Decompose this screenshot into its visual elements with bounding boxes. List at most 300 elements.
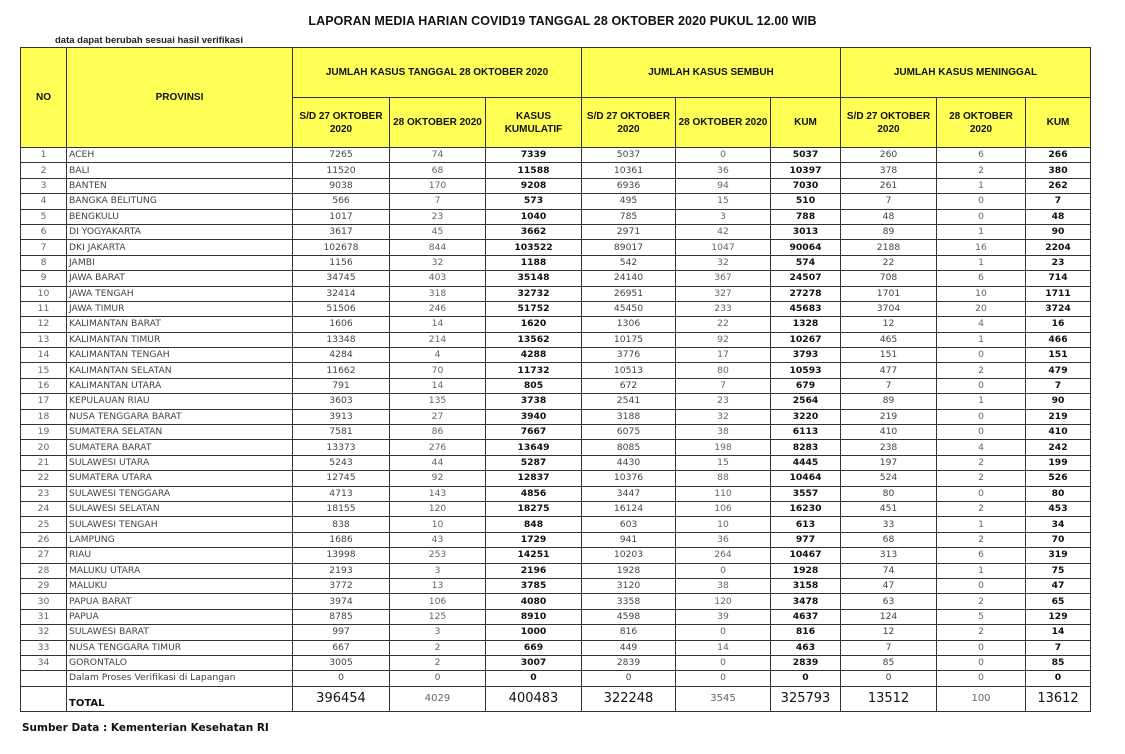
row-value: 3447 — [582, 486, 676, 501]
row-value: 10203 — [582, 548, 676, 563]
row-provinsi: KALIMANTAN TENGAH — [67, 348, 293, 363]
row-value: 0 — [1026, 671, 1091, 686]
row-value: 7 — [841, 378, 937, 393]
row-value: 198 — [676, 440, 771, 455]
row-value: 667 — [293, 640, 390, 655]
row-value: 1306 — [582, 317, 676, 332]
row-value: 32 — [676, 409, 771, 424]
row-value: 10361 — [582, 163, 676, 178]
row-value: 27 — [390, 409, 486, 424]
total-value: 13512 — [841, 686, 937, 711]
row-value: 816 — [582, 625, 676, 640]
row-no: 6 — [21, 224, 67, 239]
table-row — [21, 178, 1091, 193]
row-value: 74 — [390, 148, 486, 163]
table-row — [21, 640, 1091, 655]
row-value: 5 — [937, 609, 1026, 624]
row-provinsi: KEPULAUAN RIAU — [67, 394, 293, 409]
row-value: 129 — [1026, 609, 1091, 624]
row-value: 10 — [676, 517, 771, 532]
row-value: 1620 — [486, 317, 582, 332]
row-value: 23 — [390, 209, 486, 224]
row-value: 0 — [937, 348, 1026, 363]
row-value: 4 — [390, 348, 486, 363]
row-value: 816 — [771, 625, 841, 640]
row-value: 3013 — [771, 224, 841, 239]
row-value: 0 — [676, 148, 771, 163]
row-value: 941 — [582, 532, 676, 547]
row-value: 403 — [390, 271, 486, 286]
row-value: 199 — [1026, 455, 1091, 470]
header-sembuh-sd27: S/D 27 OKTOBER 2020 — [582, 98, 676, 148]
row-value: 0 — [937, 194, 1026, 209]
row-value: 16230 — [771, 501, 841, 516]
row-value: 8910 — [486, 609, 582, 624]
row-value: 3158 — [771, 578, 841, 593]
row-provinsi: DI YOGYAKARTA — [67, 224, 293, 239]
row-value: 36 — [676, 163, 771, 178]
row-value: 3188 — [582, 409, 676, 424]
table-row — [21, 301, 1091, 316]
row-value: 7 — [841, 640, 937, 655]
row-value: 1928 — [582, 563, 676, 578]
row-value: 465 — [841, 332, 937, 347]
row-value: 253 — [390, 548, 486, 563]
table-row — [21, 578, 1091, 593]
row-value: 708 — [841, 271, 937, 286]
row-value: 125 — [390, 609, 486, 624]
row-value: 70 — [390, 363, 486, 378]
row-value: 92 — [676, 332, 771, 347]
row-value: 44 — [390, 455, 486, 470]
row-value: 449 — [582, 640, 676, 655]
row-value: 1000 — [486, 625, 582, 640]
row-provinsi: MALUKU — [67, 578, 293, 593]
row-value: 3940 — [486, 409, 582, 424]
row-value: 2839 — [582, 655, 676, 670]
row-value: 7 — [1026, 378, 1091, 393]
table-row — [21, 655, 1091, 670]
row-no: 13 — [21, 332, 67, 347]
row-value: 80 — [1026, 486, 1091, 501]
row-value: 0 — [486, 671, 582, 686]
row-value: 0 — [771, 671, 841, 686]
row-value: 75 — [1026, 563, 1091, 578]
row-value: 613 — [771, 517, 841, 532]
table-row — [21, 563, 1091, 578]
row-value: 1 — [937, 224, 1026, 239]
row-value: 6 — [937, 148, 1026, 163]
row-value: 9038 — [293, 178, 390, 193]
header-provinsi: PROVINSI — [67, 48, 293, 148]
header-kasus-kumulatif: KASUS KUMULATIF — [486, 98, 582, 148]
row-value: 0 — [937, 640, 1026, 655]
row-value: 410 — [1026, 425, 1091, 440]
row-value: 4445 — [771, 455, 841, 470]
table-row — [21, 332, 1091, 347]
total-value: 322248 — [582, 686, 676, 711]
table-row — [21, 609, 1091, 624]
covid-report-table — [20, 47, 1091, 712]
row-value: 1047 — [676, 240, 771, 255]
table-row — [21, 240, 1091, 255]
row-value: 45 — [390, 224, 486, 239]
header-meninggal-kum: KUM — [1026, 98, 1091, 148]
row-value: 10593 — [771, 363, 841, 378]
row-value: 1017 — [293, 209, 390, 224]
row-value: 378 — [841, 163, 937, 178]
row-value: 5037 — [771, 148, 841, 163]
row-value: 14 — [1026, 625, 1091, 640]
row-value: 151 — [841, 348, 937, 363]
row-value: 48 — [1026, 209, 1091, 224]
row-value: 262 — [1026, 178, 1091, 193]
row-provinsi: RIAU — [67, 548, 293, 563]
row-value: 238 — [841, 440, 937, 455]
row-value: 0 — [937, 378, 1026, 393]
row-value: 318 — [390, 286, 486, 301]
row-value: 2204 — [1026, 240, 1091, 255]
row-value: 4637 — [771, 609, 841, 624]
row-provinsi: KALIMANTAN UTARA — [67, 378, 293, 393]
row-value: 574 — [771, 255, 841, 270]
row-value: 14 — [390, 317, 486, 332]
row-value: 38 — [676, 578, 771, 593]
table-row — [21, 471, 1091, 486]
row-provinsi: KALIMANTAN TIMUR — [67, 332, 293, 347]
row-value: 170 — [390, 178, 486, 193]
row-provinsi: PAPUA — [67, 609, 293, 624]
row-value: 16 — [937, 240, 1026, 255]
row-value: 39 — [676, 609, 771, 624]
row-value: 2 — [390, 640, 486, 655]
row-provinsi: BANTEN — [67, 178, 293, 193]
row-value: 7581 — [293, 425, 390, 440]
row-value: 12837 — [486, 471, 582, 486]
row-provinsi: JAWA TENGAH — [67, 286, 293, 301]
row-no: 25 — [21, 517, 67, 532]
row-value: 85 — [841, 655, 937, 670]
row-value: 9208 — [486, 178, 582, 193]
row-value: 10 — [390, 517, 486, 532]
row-value: 90064 — [771, 240, 841, 255]
total-no — [21, 686, 67, 711]
header-kasus-sd27: S/D 27 OKTOBER 2020 — [293, 98, 390, 148]
row-value: 24507 — [771, 271, 841, 286]
source-note: Sumber Data : Kementerian Kesehatan RI — [22, 722, 269, 734]
row-value: 219 — [1026, 409, 1091, 424]
row-value: 20 — [937, 301, 1026, 316]
row-value: 4284 — [293, 348, 390, 363]
row-value: 3974 — [293, 594, 390, 609]
row-value: 495 — [582, 194, 676, 209]
row-no: 34 — [21, 655, 67, 670]
row-value: 23 — [1026, 255, 1091, 270]
row-no: 26 — [21, 532, 67, 547]
row-provinsi: SULAWESI TENGAH — [67, 517, 293, 532]
row-value: 261 — [841, 178, 937, 193]
row-value: 13649 — [486, 440, 582, 455]
total-value: 4029 — [390, 686, 486, 711]
row-value: 2 — [390, 655, 486, 670]
row-value: 3 — [390, 563, 486, 578]
row-value: 7 — [1026, 194, 1091, 209]
row-value: 380 — [1026, 163, 1091, 178]
row-provinsi: GORONTALO — [67, 655, 293, 670]
row-value: 10376 — [582, 471, 676, 486]
row-value: 74 — [841, 563, 937, 578]
row-value: 0 — [937, 409, 1026, 424]
row-no: 24 — [21, 501, 67, 516]
row-value: 7339 — [486, 148, 582, 163]
table-row — [21, 363, 1091, 378]
row-value: 14 — [390, 378, 486, 393]
row-provinsi: PAPUA BARAT — [67, 594, 293, 609]
table-row — [21, 286, 1091, 301]
row-value: 4598 — [582, 609, 676, 624]
row-value: 34 — [1026, 517, 1091, 532]
header-sembuh-28: 28 OKTOBER 2020 — [676, 98, 771, 148]
row-value: 10513 — [582, 363, 676, 378]
row-value: 90 — [1026, 224, 1091, 239]
row-value: 6075 — [582, 425, 676, 440]
total-value: 13612 — [1026, 686, 1091, 711]
row-provinsi: JAMBI — [67, 255, 293, 270]
row-value: 319 — [1026, 548, 1091, 563]
row-value: 103522 — [486, 240, 582, 255]
row-value: 197 — [841, 455, 937, 470]
row-value: 80 — [841, 486, 937, 501]
row-value: 85 — [1026, 655, 1091, 670]
header-group-meninggal: JUMLAH KASUS MENINGGAL — [841, 48, 1091, 98]
row-value: 15 — [676, 194, 771, 209]
row-value: 5037 — [582, 148, 676, 163]
row-value: 2564 — [771, 394, 841, 409]
row-value: 6936 — [582, 178, 676, 193]
row-value: 3358 — [582, 594, 676, 609]
row-no: 8 — [21, 255, 67, 270]
row-value: 6 — [937, 271, 1026, 286]
row-value: 1040 — [486, 209, 582, 224]
row-value: 327 — [676, 286, 771, 301]
row-value: 3 — [390, 625, 486, 640]
row-value: 10267 — [771, 332, 841, 347]
row-value: 5243 — [293, 455, 390, 470]
row-value: 997 — [293, 625, 390, 640]
row-value: 2 — [937, 363, 1026, 378]
row-no: 18 — [21, 409, 67, 424]
row-value: 3793 — [771, 348, 841, 363]
total-label: TOTAL — [67, 686, 293, 711]
row-provinsi: SUMATERA UTARA — [67, 471, 293, 486]
row-value: 3913 — [293, 409, 390, 424]
row-no: 1 — [21, 148, 67, 163]
row-value: 45683 — [771, 301, 841, 316]
row-value: 23 — [676, 394, 771, 409]
table-row — [21, 378, 1091, 393]
row-no: 7 — [21, 240, 67, 255]
row-value: 1 — [937, 178, 1026, 193]
row-provinsi: SUMATERA BARAT — [67, 440, 293, 455]
row-value: 3557 — [771, 486, 841, 501]
report-title: LAPORAN MEDIA HARIAN COVID19 TANGGAL 28 OKTOBER 2020 PUKUL 12.00 WIB — [308, 14, 817, 28]
table-row — [21, 517, 1091, 532]
row-value: 51506 — [293, 301, 390, 316]
row-value: 466 — [1026, 332, 1091, 347]
row-value: 1156 — [293, 255, 390, 270]
row-value: 463 — [771, 640, 841, 655]
row-value: 11520 — [293, 163, 390, 178]
table-row — [21, 409, 1091, 424]
row-value: 2 — [937, 455, 1026, 470]
row-value: 1606 — [293, 317, 390, 332]
row-value: 260 — [841, 148, 937, 163]
row-value: 2 — [937, 501, 1026, 516]
row-no: 12 — [21, 317, 67, 332]
row-value: 848 — [486, 517, 582, 532]
row-value: 3617 — [293, 224, 390, 239]
row-value: 0 — [937, 655, 1026, 670]
row-value: 3478 — [771, 594, 841, 609]
row-value: 573 — [486, 194, 582, 209]
row-value: 7265 — [293, 148, 390, 163]
row-value: 3007 — [486, 655, 582, 670]
row-value: 3662 — [486, 224, 582, 239]
row-value: 11662 — [293, 363, 390, 378]
row-value: 788 — [771, 209, 841, 224]
row-value: 1328 — [771, 317, 841, 332]
row-value: 13998 — [293, 548, 390, 563]
row-provinsi: SULAWESI TENGGARA — [67, 486, 293, 501]
row-provinsi: KALIMANTAN BARAT — [67, 317, 293, 332]
row-value: 92 — [390, 471, 486, 486]
row-value: 7667 — [486, 425, 582, 440]
row-value: 120 — [390, 501, 486, 516]
data-note: data dapat berubah sesuai hasil verifikasi — [55, 35, 243, 46]
row-value: 2188 — [841, 240, 937, 255]
total-row — [21, 686, 1091, 711]
row-provinsi: SULAWESI UTARA — [67, 455, 293, 470]
row-no: 5 — [21, 209, 67, 224]
row-no: 27 — [21, 548, 67, 563]
table-row — [21, 224, 1091, 239]
row-value: 566 — [293, 194, 390, 209]
row-no: 19 — [21, 425, 67, 440]
row-value: 477 — [841, 363, 937, 378]
row-value: 51752 — [486, 301, 582, 316]
row-value: 10467 — [771, 548, 841, 563]
row-value: 10175 — [582, 332, 676, 347]
row-value: 0 — [841, 671, 937, 686]
row-value: 7 — [841, 194, 937, 209]
row-provinsi: BANGKA BELITUNG — [67, 194, 293, 209]
row-value: 603 — [582, 517, 676, 532]
row-value: 48 — [841, 209, 937, 224]
table-row — [21, 671, 1091, 686]
row-value: 0 — [937, 486, 1026, 501]
total-value: 400483 — [486, 686, 582, 711]
table-row — [21, 486, 1091, 501]
row-value: 17 — [676, 348, 771, 363]
row-value: 0 — [937, 578, 1026, 593]
row-no: 33 — [21, 640, 67, 655]
table-row — [21, 271, 1091, 286]
row-value: 11732 — [486, 363, 582, 378]
row-value: 4856 — [486, 486, 582, 501]
row-value: 3776 — [582, 348, 676, 363]
row-value: 34745 — [293, 271, 390, 286]
row-value: 2193 — [293, 563, 390, 578]
row-value: 4430 — [582, 455, 676, 470]
row-value: 26951 — [582, 286, 676, 301]
row-value: 8085 — [582, 440, 676, 455]
row-provinsi: ACEH — [67, 148, 293, 163]
row-no: 23 — [21, 486, 67, 501]
row-value: 135 — [390, 394, 486, 409]
row-value: 4080 — [486, 594, 582, 609]
row-value: 43 — [390, 532, 486, 547]
row-provinsi: JAWA BARAT — [67, 271, 293, 286]
row-value: 0 — [676, 625, 771, 640]
row-value: 70 — [1026, 532, 1091, 547]
row-value: 2 — [937, 163, 1026, 178]
row-value: 3772 — [293, 578, 390, 593]
table-row — [21, 209, 1091, 224]
row-provinsi: KALIMANTAN SELATAN — [67, 363, 293, 378]
row-value: 1686 — [293, 532, 390, 547]
row-provinsi: MALUKU UTARA — [67, 563, 293, 578]
table-row — [21, 625, 1091, 640]
row-value: 32 — [676, 255, 771, 270]
row-value: 7 — [390, 194, 486, 209]
row-value: 22 — [676, 317, 771, 332]
row-value: 451 — [841, 501, 937, 516]
row-value: 276 — [390, 440, 486, 455]
row-value: 2541 — [582, 394, 676, 409]
row-value: 791 — [293, 378, 390, 393]
row-value: 8283 — [771, 440, 841, 455]
row-value: 12 — [841, 625, 937, 640]
header-meninggal-28: 28 OKTOBER 2020 — [937, 98, 1026, 148]
row-value: 672 — [582, 378, 676, 393]
row-value: 669 — [486, 640, 582, 655]
row-value: 47 — [1026, 578, 1091, 593]
row-value: 3724 — [1026, 301, 1091, 316]
row-value: 785 — [582, 209, 676, 224]
row-no: 4 — [21, 194, 67, 209]
row-value: 24140 — [582, 271, 676, 286]
row-value: 3120 — [582, 578, 676, 593]
row-value: 18155 — [293, 501, 390, 516]
row-value: 313 — [841, 548, 937, 563]
row-value: 1 — [937, 394, 1026, 409]
row-value: 0 — [937, 209, 1026, 224]
row-value: 22 — [841, 255, 937, 270]
row-value: 526 — [1026, 471, 1091, 486]
row-value: 0 — [676, 671, 771, 686]
row-value: 12745 — [293, 471, 390, 486]
row-value: 214 — [390, 332, 486, 347]
row-value: 110 — [676, 486, 771, 501]
row-provinsi: BENGKULU — [67, 209, 293, 224]
row-value: 219 — [841, 409, 937, 424]
row-value: 8785 — [293, 609, 390, 624]
table-row — [21, 394, 1091, 409]
row-value: 80 — [676, 363, 771, 378]
row-value: 102678 — [293, 240, 390, 255]
row-provinsi: NUSA TENGGARA BARAT — [67, 409, 293, 424]
row-provinsi: BALI — [67, 163, 293, 178]
